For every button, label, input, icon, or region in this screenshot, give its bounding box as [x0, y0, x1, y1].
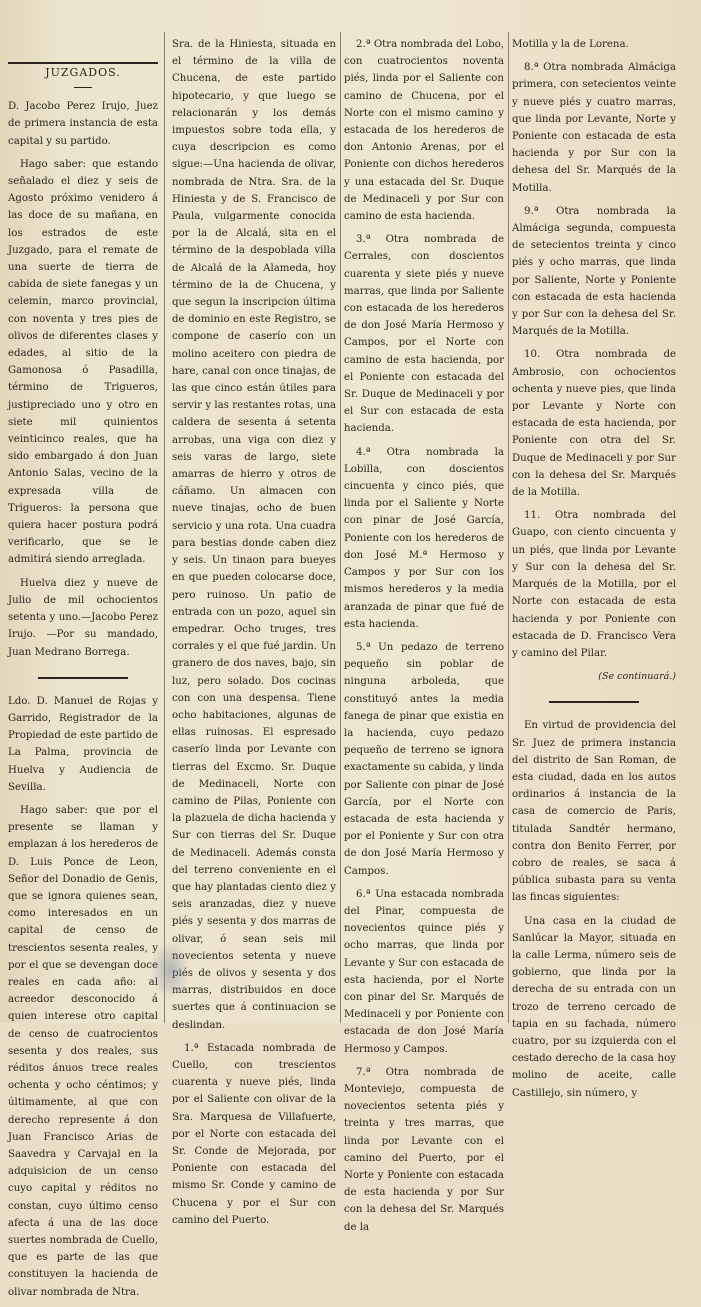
notice-2-body: Hago saber: que por el presente se llaman y emplazan á los herederos de D. Luis Ponce de Leon, Señor del Donadio de Genis, que se ignora quienes sean, como interesados en un capital de censo de trescientos sesenta reales, y por el que se devengan doce reales en cada año: al acreedor desconocido á quien interese otro capital de censo de cuatrocientos sesenta y dos reales, sus réditos ánuos trece reales ochenta y ocho céntimos; y últimamente, al que con derecho represente á don Juan Francisco Arias de Saavedra y Carvajal en la adquisicion de un censo cuyo capital y réditos no constan, cuyo último censo afecta á una de las doce suertes nombrada de Cuello, que es parte de las que constituyen la hacienda de olivar nombrada de Ntra. — [8, 804, 158, 1298]
parcel-8: 8.ª Otra nombrada Almáciga primera, con setecientos veinte y nueve piés y cuatro marras, que linda por Levante, Norte y Poniente con estacada de esta hacienda y por Sur con la dehesa del Sr. Marqués de la Motilla. — [512, 62, 676, 194]
notice-2-continued: Sra. de la Hiniesta, situada en el término de la villa de Chucena, de este partido hipotecario, y que luego se relacionarán y los demás impuestos sobre toda ella, y cuya descripcion es como sigue:—Una hacienda de olivar, nombrada de Ntra. Sra. de la Hiniesta y de S. Francisco de Paula, vulgarmente conocida por la de Alcalá, sita en el término de la despoblada villa de Alcalá de la Alameda, hoy término de la de Chucena, y que segun la inscripcion última de dominio en este Registro, se compone de caserío con un molino aceitero con piedra de hare, canal con once tinajas, de las que cinco están útiles para servir y las restantes rotas, una caldera de sesenta á setenta arrobas, una viga con diez y seis varas de largo, siete amarras de hierro y otros de cáñamo. Un almacen con nueve tinajas, ocho de buen servicio y una rota. Una cuadra para bestias donde caben diez y seis. Un tinaon para bueyes en que pueden colocarse doce, pero ruinoso. Un patio de entrada con un pozo, aquel sin empedrar. Ocho truges, tres corrales y el que fué jardin. Un granero de dos naves, bajo, sin luz, pero solado. Dos cocinas con con una despensa. Tiene ocho habitaciones, algunas de ellas ruinosas. El espresado caserío linda por Levante con tierras del Excmo. Sr. Duque de Medinaceli, Norte con camino de Pilas, Poniente con la plazuela de dicha hacienda y Sur con tierras del Sr. Duque de Medinaceli. Además consta del terreno conveniente en el que hay plantadas ciento diez y seis aranzadas, diez y nueve piés y sesenta y dos marras de olivar, ó sean seis mil novecientos setenta y nueve piés de olivos y sesenta y dos marras, distribuidos en doce suertes que á continuacion se deslindan. — [172, 39, 336, 1031]
parcel-7: 7.ª Otra nombrada de Monteviejo, compuesta de novecientos setenta piés y treinta y tres marras, que linda por Levante con el camino del Puerto, por el Norte y Poniente con estacada de esta hacienda y por Sur con la dehesa del Sr. Marqués de la — [344, 1066, 504, 1233]
notice-separator — [38, 677, 128, 679]
parcel-3: 3.ª Otra nombrada de Cerrales, con doscientos cuarenta y siete piés y nueve marras, que linda por Saliente con estacada de los herederos de don José María Hermoso y Campos, por el Norte con camino de esta hacienda, por el Poniente con estacada del Sr. Duque de Medinaceli y por el Sur con estacada de esta hacienda. — [344, 234, 504, 435]
column-divider — [508, 32, 509, 1023]
heading-rule — [74, 87, 92, 88]
parcel-11: 11. Otra nombrada del Guapo, con ciento cincuenta y un piés, que linda por Levante y Sur con la dehesa del Sr. Marqués de la Motilla, por el Norte con estacada de esta hacienda y por Poniente con estacada de D. Francisco Vera y camino del Pilar. — [512, 510, 676, 659]
notice-1-sign: Huelva diez y nueve de Julio de mil ochocientos setenta y uno.—Jacobo Perez Irujo. —Por su mandado, Juan Medrano Borrega. — [8, 577, 158, 658]
column-divider — [340, 32, 341, 1023]
notice-1-title: D. Jacobo Perez Irujo, Juez de primera instancia de esta capital y su partido. — [8, 101, 158, 147]
notice-1-body: Hago saber: que estando señalado el diez y seis de Agosto próximo venidero á las doce de su mañana, en los estrados de este Juzgado, para el remate de una suerte de tierra de cabida de siete fanegas y un celemin, marco provincial, con noventa y tres pies de olivos de diferentes clases y edades, al sitio de la Gamonosa ó Pasadilla, término de Trigueros, justipreciado uno y otro en siete mil quinientos veinticinco reales, que ha sido embargado á don Juan Antonio Salas, vecino de la expresada villa de Trigueros: la persona que quiera hacer postura podrá verificarlo, que se le admitirá siendo arreglada. — [8, 158, 158, 566]
parcel-7-end: Motilla y la de Lorena. — [512, 39, 629, 50]
parcel-6: 6.ª Una estacada nombrada del Pinar, compuesta de novecientos quince piés y ocho marras, que linda por Levante y Sur con estacada de esta hacienda, por el Norte con pinar del Sr. Marqués de Medinaceli y por Poniente con estacada de don José María Hermoso y Campos. — [344, 888, 504, 1055]
notice-2-title: Ldo. D. Manuel de Rojas y Garrido, Registrador de la Propiedad de este partido de La Palma, provincia de Huelva y Audiencia de Sevilla. — [8, 695, 158, 793]
notice-3-body: En virtud de providencia del Sr. Juez de primera instancia del distrito de San Roman, de esta ciudad, dada en los autos ordinarios á instancia de la casa de comercio de Paris, titulada Sandtér hermano, contra don Benito Ferrer, por cobro de reales, se saca á pública subasta para su venta las fincas siguientes: — [512, 720, 676, 904]
section-heading: JUZGADOS. — [45, 66, 121, 79]
parcel-9: 9.ª Otra nombrada la Almáciga segunda, compuesta de setecientos treinta y cinco piés y ocho marras, que linda por Saliente, Norte y Poniente con estacada de esta hacienda y por Sur con la dehesa del Sr. Marqués de la Motilla. — [512, 205, 676, 338]
parcel-2: 2.ª Otra nombrada del Lobo, con cuatrocientos noventa piés, linda por el Saliente con camino de Chucena, por el Norte con el mismo camino y estacada de los herederos de don Antonio Arenas, por el Poniente con dichos herederos y una estacada del Sr. Duque de Medinaceli y por Sur con camino de esta hacienda. — [344, 39, 504, 223]
to-be-continued: (Se continuará.) — [598, 671, 676, 683]
notice-separator — [549, 701, 639, 703]
column-2 — [172, 36, 336, 1235]
column-divider — [164, 32, 165, 1023]
parcel-1: 1.ª Estacada nombrada de Cuello, con trescientos cuarenta y nueve piés, linda por el Saliente con olivar de la Sra. Marquesa de Villafuerte, por el Norte con estacada del Sr. Conde de Mejorada, por Poniente con estacada del mismo Sr. Conde y camino de Chucena y por el Sur con camino del Puerto. — [172, 1042, 336, 1226]
column-4 — [512, 36, 676, 1108]
parcel-4: 4.ª Otra nombrada la Lobilla, con doscientos cincuenta y cinco piés, que linda por el Saliente y Norte con pinar de José García, Poniente con los herederos de don José M.ª Hermoso y Campos y por Sur con los mismos herederos y la media aranzada de pinar que fué de esta hacienda. — [344, 446, 504, 630]
parcel-5: 5.ª Un pedazo de terreno pequeño sin poblar de ninguna arboleda, que constituyó antes la media fanega de pinar que existia en la hacienda, cuyo pedazo pequeño de terreno se ignora exactamente su cabida, y linda por Saliente con pinar de José García, por el Norte con estacada de esta hacienda y por el Poniente y Sur con otra de don José María Hermoso y Campos. — [344, 641, 504, 877]
notice-3-property: Una casa en la ciudad de Sanlúcar la Mayor, situada en la calle Lerma, número seis de gobierno, que linda por la derecha de su entrada con un trozo de terreno cercado de tapia en su fachada, número cuatro, por su izquierda con el cestado derecho de la casa hoy molino de aceite, calle Castillejo, sin número, y — [512, 915, 676, 1099]
parcel-10: 10. Otra nombrada de Ambrosio, con ochocientos ochenta y nueve pies, que linda por Levante y Norte con estacada de esta hacienda, por Poniente con otra del Sr. Duque de Medinaceli y por Sur con la dehesa del Sr. Marqués de la Motilla. — [512, 349, 676, 499]
column-1 — [8, 36, 158, 1307]
column-3 — [344, 36, 504, 1242]
ink-stain — [150, 940, 190, 1000]
